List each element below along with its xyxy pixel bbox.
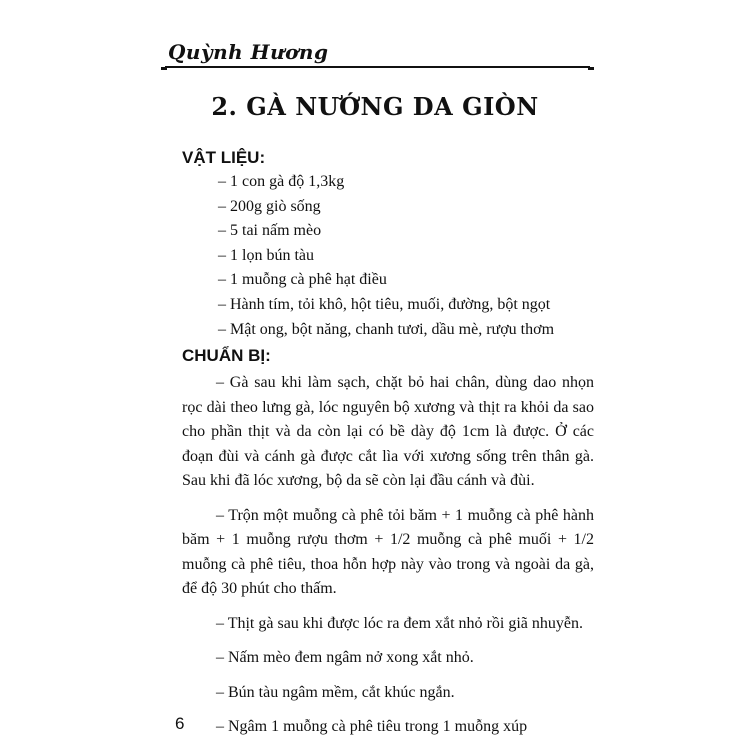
page-number: 6 xyxy=(175,714,185,733)
ingredient-item: – Hành tím, tỏi khô, hột tiêu, muối, đường, bột ngọt xyxy=(218,295,551,313)
preparation-paragraph: – Gà sau khi làm sạch, chặt bỏ hai chân, dùng dao nhọn rọc dài theo lưng gà, lóc nguyên bộ xương và thịt ra khỏi da sao cho phần thịt và da còn lại có bề dày độ 1cm là được. Ở các đoạn đùi và cánh gà được cắt lìa với xương sống trên thân gà. Sau khi đã lóc xương, bộ da sẽ còn lại đầu cánh và đùi. xyxy=(182,374,594,489)
ingredient-item: – 5 tai nấm mèo xyxy=(218,222,322,240)
preparation-paragraph: – Ngâm 1 muỗng cà phê tiêu trong 1 muỗng xúp xyxy=(216,718,528,735)
ingredient-item: – Mật ong, bột năng, chanh tươi, dầu mè, rượu thơm xyxy=(218,320,555,338)
ingredient-item: – 200g giò sống xyxy=(218,197,321,215)
header-rule xyxy=(165,66,590,68)
recipe-title: 2. GÀ NƯỚNG DA GIÒN xyxy=(211,92,539,121)
ingredient-list xyxy=(218,170,554,342)
ingredient-item: – 1 lọn bún tàu xyxy=(218,246,314,264)
preparation-paragraph: – Trộn một muỗng cà phê tỏi băm + 1 muỗng cà phê hành băm + 1 muỗng rượu thơm + 1/2 muỗng cà phê muối + 1/2 muỗng cà phê tiêu, thoa hỗn hợp này vào trong và ngoài da gà, để độ 30 phút cho thấm. xyxy=(182,506,594,597)
materials-heading: VẬT LIỆU: xyxy=(182,148,266,167)
preparation-paragraph: – Thịt gà sau khi được lóc ra đem xắt nhỏ rồi giã nhuyễn. xyxy=(216,614,583,632)
preparation-heading: CHUẨN BỊ: xyxy=(182,346,271,365)
ingredient-item: – 1 con gà độ 1,3kg xyxy=(218,173,345,190)
preparation-body xyxy=(182,371,594,740)
preparation-paragraph: – Bún tàu ngâm mềm, cắt khúc ngắn. xyxy=(216,683,455,701)
running-header-author: Quỳnh Hương xyxy=(168,40,329,64)
preparation-paragraph: – Nấm mèo đem ngâm nở xong xắt nhỏ. xyxy=(216,649,474,666)
ingredient-item: – 1 muỗng cà phê hạt điều xyxy=(218,271,387,289)
